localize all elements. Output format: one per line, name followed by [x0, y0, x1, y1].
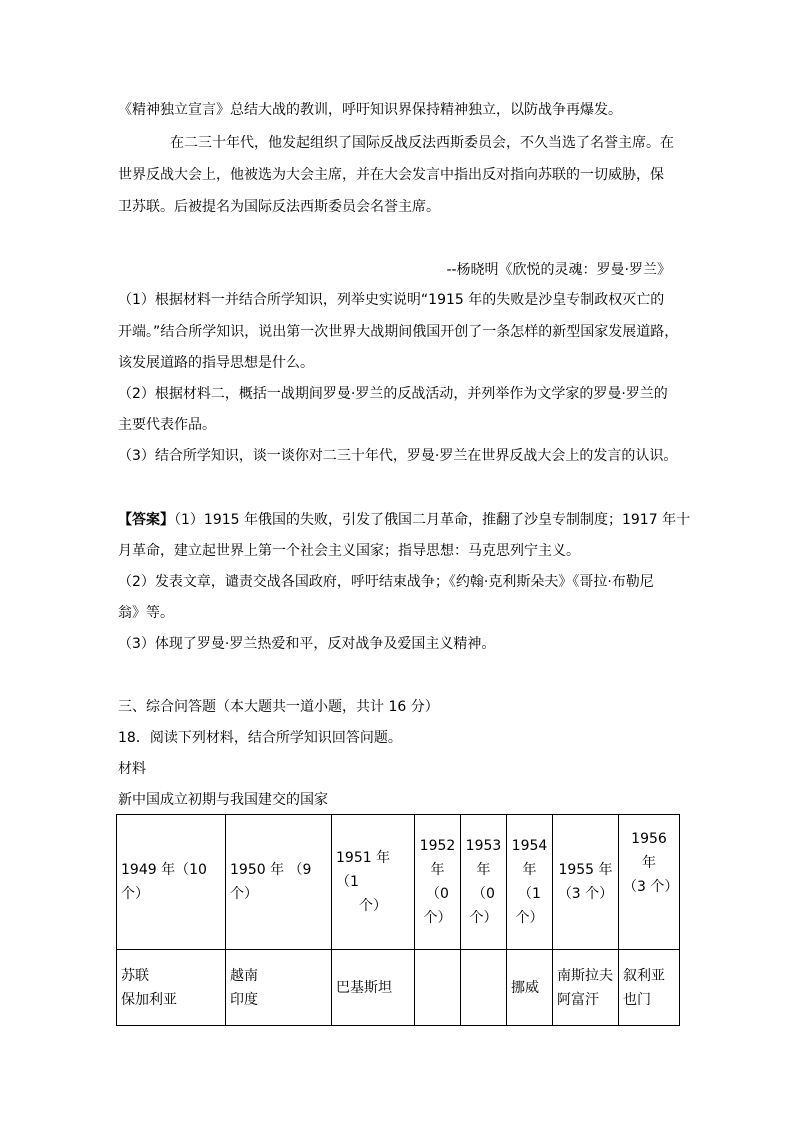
country-name: 叙利亚 [623, 967, 665, 984]
table-cell [332, 950, 415, 1026]
table-header-cell [619, 815, 680, 950]
question-line: （2）根据材料二，概括一战期间罗曼·罗兰的反战活动，并列举作为文学家的罗曼·罗兰的 [118, 386, 668, 402]
cell-text: 1956 年 [631, 831, 667, 871]
cell-text: 个） [423, 910, 452, 926]
question-line: 开端。”结合所学知识，说出第一次世界大战期间俄国开创了一条怎样的新型国家发展道路， [118, 324, 679, 340]
table-row [117, 950, 680, 1026]
paragraph-line: 《精神独立宣言》总结大战的教训，呼吁知识界保持精神独立，以防战争再爆发。 [118, 102, 622, 118]
citation: --杨晓明《欣悦的灵魂：罗曼·罗兰》 [446, 262, 671, 278]
answer-line: （3）体现了罗曼·罗兰热爱和平，反对战争及爱国主义精神。 [118, 636, 496, 652]
table-cell [553, 950, 619, 1026]
table-header-row [117, 815, 680, 950]
paragraph-line: 世界反战大会上，他被选为大会主席，并在大会发言中指出反对指向苏联的一切威胁，保 [118, 167, 664, 183]
table-cell [619, 950, 680, 1026]
table-caption: 新中国成立初期与我国建交的国家 [118, 792, 328, 808]
question-line: 该发展道路的指导思想是什么。 [118, 355, 314, 371]
answer-line: 翁》等。 [118, 605, 174, 621]
cell-text: 1952 [419, 838, 456, 854]
cell-text: （0 [426, 886, 449, 902]
table-header-cell: 1949 年（10 个） [117, 815, 226, 950]
table-header-cell [553, 815, 619, 950]
table-header-cell [332, 815, 415, 950]
country-name: 也门 [623, 991, 651, 1008]
paragraph-line: 卫苏联。后被提名为国际反法西斯委员会名誉主席。 [118, 199, 440, 215]
diplomatic-relations-table [116, 814, 680, 1026]
table-header-cell [507, 815, 553, 950]
table-cell [226, 950, 332, 1026]
question-line: （1）根据材料一并结合所学知识，列举史实说明“1915 年的失败是沙皇专制政权灭亡的 [118, 292, 665, 308]
cell-text: （3 个） [557, 886, 614, 902]
country-name: 印度 [230, 991, 258, 1008]
answer-line [118, 510, 690, 530]
table-header-cell: 1950 年 （9 个） [226, 815, 332, 950]
cell-text: 1953 [465, 838, 502, 854]
cell-text: 个） [515, 910, 544, 926]
cell-text: （3 个） [623, 879, 679, 895]
answer-text: （1）1915 年俄国的失败，引发了俄国二月革命，推翻了沙皇专制制度；1917 年十 [174, 512, 691, 528]
cell-text: 1955 年 [558, 862, 613, 878]
country-name: 挪威 [511, 979, 539, 996]
country-name: 越南 [230, 967, 258, 984]
table-cell [117, 950, 226, 1026]
cell-text: 1951 年（1 [336, 850, 391, 890]
question-18: 18．阅读下列材料，结合所学知识回答问题。 [118, 730, 402, 746]
country-name: 苏联 [121, 967, 149, 984]
cell-text: 年 [476, 862, 491, 878]
table-cell [507, 950, 553, 1026]
answer-line: 月革命，建立起世界上第一个社会主义国家；指导思想：马克思列宁主义。 [118, 543, 580, 559]
answer-label: 【答案】 [118, 512, 174, 528]
table-header-cell [461, 815, 507, 950]
table-header-cell [415, 815, 461, 950]
country-name: 阿富汗 [557, 991, 599, 1008]
cell-text: 个） [469, 910, 498, 926]
country-name: 巴基斯坦 [336, 979, 392, 996]
table-cell [461, 950, 507, 1026]
section-title: 三、综合问答题（本大题共一道小题，共计 16 分） [118, 699, 439, 715]
question-line: 主要代表作品。 [118, 417, 216, 433]
cell-text: 1954 [511, 838, 548, 854]
country-name: 保加利亚 [121, 991, 177, 1008]
paragraph-line: 在二三十年代，他发起组织了国际反战反法西斯委员会，不久当选了名誉主席。在 [170, 135, 674, 151]
answer-line: （2）发表文章，谴责交战各国政府，呼吁结束战争；《约翰·克利斯朵夫》《哥拉·布勒尼 [118, 574, 654, 590]
cell-text: （1 [518, 886, 541, 902]
cell-text: 年 [522, 862, 537, 878]
cell-text: 年 [430, 862, 445, 878]
material-label: 材料 [118, 761, 146, 777]
table-cell [415, 950, 461, 1026]
country-name: 南斯拉夫 [557, 967, 613, 984]
cell-text: 个） [359, 898, 387, 914]
question-line: （3）结合所学知识，谈一谈你对二三十年代，罗曼·罗兰在世界反战大会上的发言的认识。 [118, 448, 678, 464]
cell-text: （0 [472, 886, 495, 902]
